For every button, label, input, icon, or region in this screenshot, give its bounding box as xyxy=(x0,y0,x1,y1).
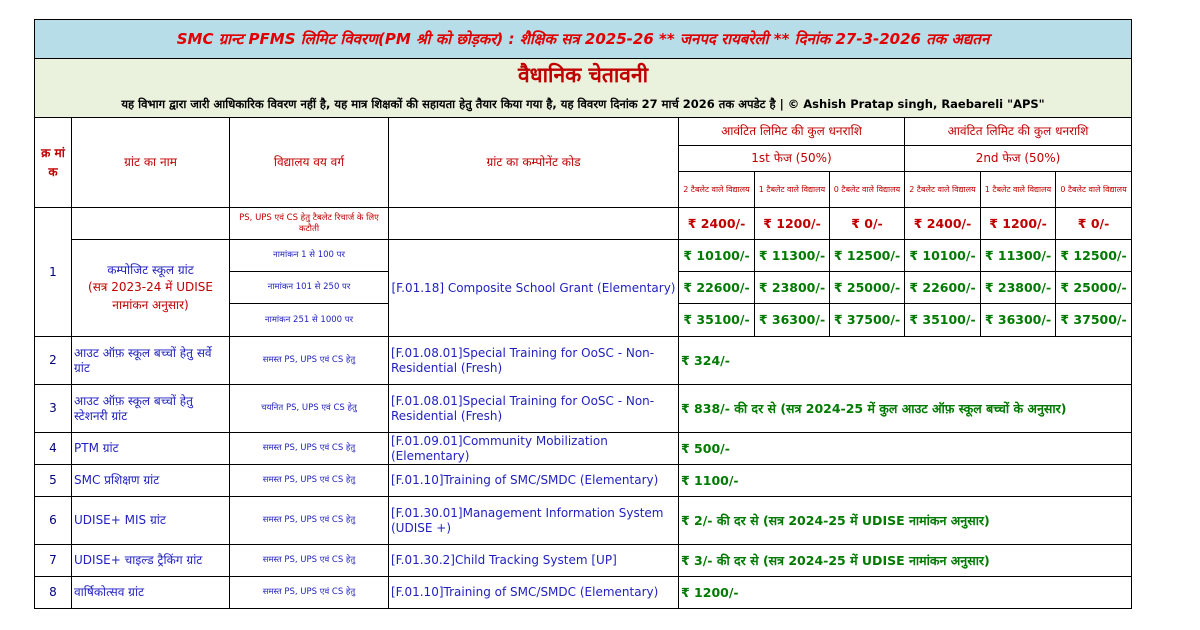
row-sno: 2 xyxy=(35,337,72,385)
row-sno: 8 xyxy=(35,577,72,609)
header-limit-total-phase1: आवंटित लिमिट की कुल धनराशि xyxy=(679,118,905,146)
school-category: चयनित PS, UPS एवं CS हेतु xyxy=(230,385,389,433)
table-row xyxy=(35,577,1132,609)
header-tablet-col: 2 टैबलेट वाले विद्यालय xyxy=(905,172,981,208)
component-code: [F.01.10]Training of SMC/SMDC (Elementary) xyxy=(389,577,679,609)
amount-cell: ₹ 22600/- xyxy=(905,272,981,304)
row-sno: 7 xyxy=(35,545,72,577)
header-tablet-col: 0 टैबलेट वाले विद्यालय xyxy=(1056,172,1132,208)
amount-cell: ₹ 10100/- xyxy=(905,240,981,272)
row-sno: 5 xyxy=(35,465,72,497)
disclaimer: यह विभाग द्वारा जारी आधिकारिक विवरण नहीं है, यह मात्र शिक्षकों की सहायता हेतु तैयार किया गया है, यह विवरण दिनांक 27 मार्च 2026 तक अपडेट है | © Ashish Pratap singh, Raebareli "APS" xyxy=(35,91,1132,118)
amount-cell: ₹ 37500/- xyxy=(830,304,905,337)
amount-cell: ₹ 2400/- xyxy=(905,208,981,240)
header-tablet-col: 2 टैबलेट वाले विद्यालय xyxy=(679,172,755,208)
school-category: समस्त PS, UPS एवं CS हेतु xyxy=(230,577,389,609)
amount-cell: ₹ 2400/- xyxy=(679,208,755,240)
amount-cell: ₹ 23800/- xyxy=(981,272,1056,304)
row-sno: 1 xyxy=(35,208,72,337)
table-row xyxy=(35,433,1132,465)
amount-cell: ₹ 25000/- xyxy=(1056,272,1132,304)
grant-name-blank xyxy=(72,208,230,240)
amount-cell: ₹ 10100/- xyxy=(679,240,755,272)
grant-name: आउट ऑफ़ स्कूल बच्चों हेतु स्टेशनरी ग्रांट xyxy=(72,385,230,433)
amount-cell: ₹ 35100/- xyxy=(905,304,981,337)
table-row xyxy=(35,465,1132,497)
grant-name-line1: कम्पोजिट स्कूल ग्रांट xyxy=(107,262,194,277)
grant-amount: ₹ 838/- की दर से (सत्र 2024-25 में कुल आउट ऑफ़ स्कूल बच्चों के अनुसार) xyxy=(679,385,1132,433)
amount-cell: ₹ 11300/- xyxy=(755,240,830,272)
table-row xyxy=(35,545,1132,577)
grant-name: UDISE+ चाइल्ड ट्रैकिंग ग्रांट xyxy=(72,545,230,577)
grant-name: आउट ऑफ़ स्कूल बच्चों हेतु सर्वे ग्रांट xyxy=(72,337,230,385)
school-category: नामांकन 251 से 1000 पर xyxy=(230,304,389,337)
grant-amount: ₹ 324/- xyxy=(679,337,1132,385)
header-grant-name: ग्रांट का नाम xyxy=(72,118,230,208)
grant-name-line2: (सत्र 2023-24 में UDISE नामांकन अनुसार) xyxy=(88,280,213,312)
sheet-title: SMC ग्रान्ट PFMS लिमिट विवरण(PM श्री को छोड़कर) : शैक्षिक सत्र 2025-26 ** जनपद रायबरेली ** दिनांक 27-3-2026 तक अद्यतन xyxy=(35,20,1132,59)
amount-cell: ₹ 12500/- xyxy=(830,240,905,272)
school-category: समस्त PS, UPS एवं CS हेतु xyxy=(230,465,389,497)
component-code: [F.01.08.01]Special Training for OoSC - Non-Residential (Fresh) xyxy=(389,337,679,385)
component-code: [F.01.30.01]Management Information System (UDISE +) xyxy=(389,497,679,545)
amount-cell: ₹ 1200/- xyxy=(981,208,1056,240)
table-row xyxy=(35,337,1132,385)
header-school-category: विद्यालय वय वर्ग xyxy=(230,118,389,208)
row-sno: 3 xyxy=(35,385,72,433)
school-category: नामांकन 1 से 100 पर xyxy=(230,240,389,272)
header-phase2: 2nd फेज (50%) xyxy=(905,146,1132,172)
amount-cell: ₹ 12500/- xyxy=(1056,240,1132,272)
row-sno: 4 xyxy=(35,433,72,465)
amount-cell: ₹ 25000/- xyxy=(830,272,905,304)
amount-cell: ₹ 37500/- xyxy=(1056,304,1132,337)
warning-cell xyxy=(35,59,1132,92)
amount-cell: ₹ 23800/- xyxy=(755,272,830,304)
school-category: नामांकन 101 से 250 पर xyxy=(230,272,389,304)
table-row xyxy=(35,385,1132,433)
grant-amount: ₹ 1200/- xyxy=(679,577,1132,609)
component-code: [F.01.08.01]Special Training for OoSC - Non-Residential (Fresh) xyxy=(389,385,679,433)
header-tablet-col: 1 टैबलेट वाले विद्यालय xyxy=(755,172,830,208)
header-phase1: 1st फेज (50%) xyxy=(679,146,905,172)
component-code: [F.01.30.2]Child Tracking System [UP] xyxy=(389,545,679,577)
amount-cell: ₹ 36300/- xyxy=(755,304,830,337)
school-category: समस्त PS, UPS एवं CS हेतु xyxy=(230,497,389,545)
amount-cell: ₹ 35100/- xyxy=(679,304,755,337)
table-row xyxy=(35,497,1132,545)
school-category: PS, UPS एवं CS हेतु टैबलेट रिचार्ज के लिए कटौती xyxy=(230,208,389,240)
warning-heading: वैधानिक चेतावनी xyxy=(517,62,649,87)
school-category: समस्त PS, UPS एवं CS हेतु xyxy=(230,545,389,577)
amount-cell: ₹ 11300/- xyxy=(981,240,1056,272)
grant-amount: ₹ 1100/- xyxy=(679,465,1132,497)
header-tablet-col: 1 टैबलेट वाले विद्यालय xyxy=(981,172,1056,208)
school-category: समस्त PS, UPS एवं CS हेतु xyxy=(230,337,389,385)
amount-cell: ₹ 1200/- xyxy=(755,208,830,240)
grant-name: वार्षिकोत्सव ग्रांट xyxy=(72,577,230,609)
amount-cell: ₹ 0/- xyxy=(830,208,905,240)
header-sno: क्र मां क xyxy=(35,118,72,208)
header-component-code: ग्रांट का कम्पोनेंट कोड xyxy=(389,118,679,208)
grant-name: PTM ग्रांट xyxy=(72,433,230,465)
grant-name-composite xyxy=(72,240,230,337)
grant-name: SMC प्रशिक्षण ग्रांट xyxy=(72,465,230,497)
header-limit-total-phase2: आवंटित लिमिट की कुल धनराशि xyxy=(905,118,1132,146)
amount-cell: ₹ 0/- xyxy=(1056,208,1132,240)
component-code: [F.01.09.01]Community Mobilization (Elementary) xyxy=(389,433,679,465)
grant-amount: ₹ 3/- की दर से (सत्र 2024-25 में UDISE नामांकन अनुसार) xyxy=(679,545,1132,577)
amount-cell: ₹ 36300/- xyxy=(981,304,1056,337)
grant-name: UDISE+ MIS ग्रांट xyxy=(72,497,230,545)
component-code: [F.01.10]Training of SMC/SMDC (Elementary) xyxy=(389,465,679,497)
grant-amount: ₹ 500/- xyxy=(679,433,1132,465)
header-tablet-col: 0 टैबलेट वाले विद्यालय xyxy=(830,172,905,208)
grant-limit-table xyxy=(34,19,1132,609)
grant-amount: ₹ 2/- की दर से (सत्र 2024-25 में UDISE नामांकन अनुसार) xyxy=(679,497,1132,545)
row-sno: 6 xyxy=(35,497,72,545)
school-category: समस्त PS, UPS एवं CS हेतु xyxy=(230,433,389,465)
component-code: [F.01.18] Composite School Grant (Elementary) xyxy=(389,240,679,337)
component-code-blank xyxy=(389,208,679,240)
amount-cell: ₹ 22600/- xyxy=(679,272,755,304)
